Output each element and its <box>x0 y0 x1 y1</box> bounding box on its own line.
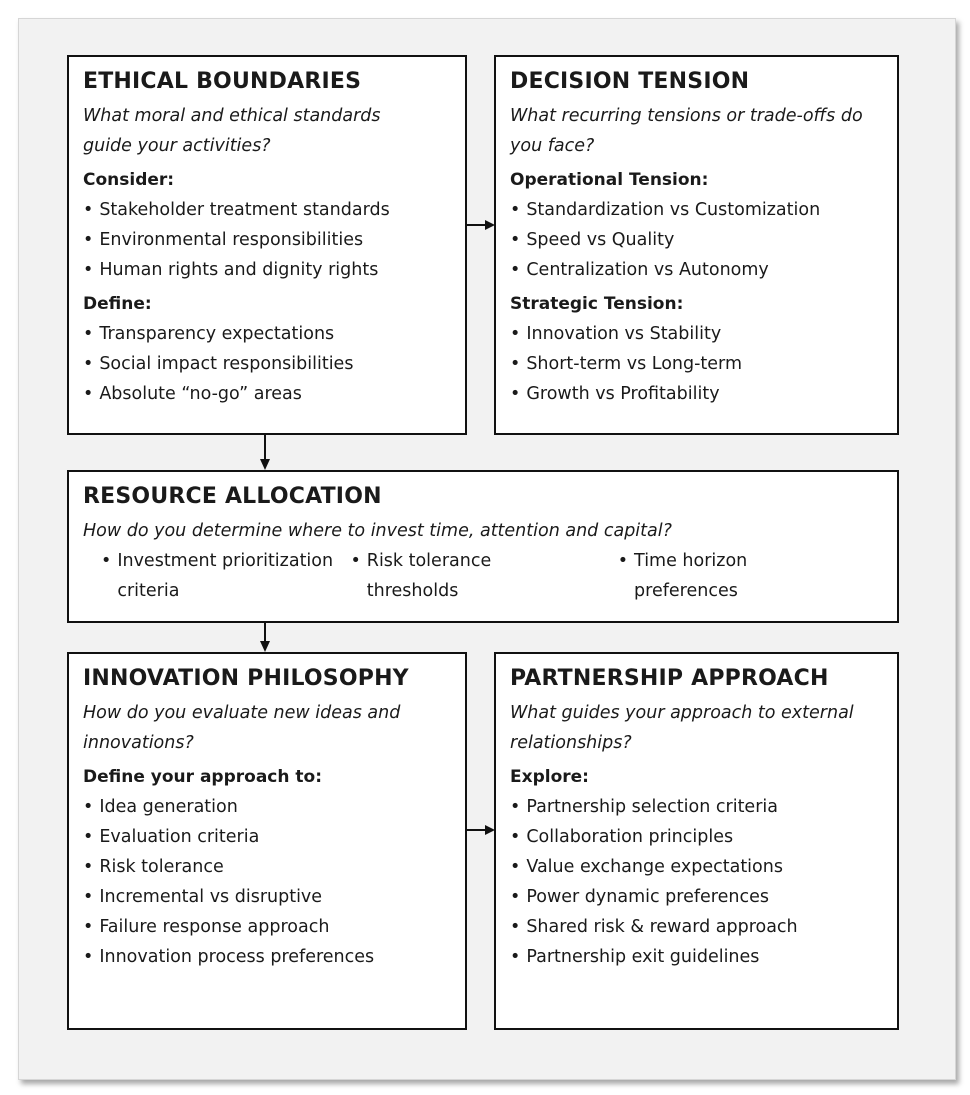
list-item: • Innovation process preferences <box>83 942 453 972</box>
list-item: • Risk tolerance thresholds <box>350 546 617 606</box>
list-item: • Innovation vs Stability <box>510 319 885 349</box>
list-item: • Idea generation <box>83 792 453 822</box>
list-item: • Environmental responsibilities <box>83 225 453 255</box>
bullet-list <box>510 319 885 409</box>
bullet-list <box>510 195 885 285</box>
bullet-list <box>83 195 453 285</box>
arrow-ethical-to-resource <box>257 433 273 471</box>
list-item: • Partnership selection criteria <box>510 792 885 822</box>
ethical-boundaries-box <box>67 55 467 435</box>
list-item: • Short-term vs Long-term <box>510 349 885 379</box>
list-item: • Power dynamic preferences <box>510 882 885 912</box>
bullet-list <box>83 792 453 972</box>
list-item: • Growth vs Profitability <box>510 379 885 409</box>
partnership-approach-box <box>494 652 899 1030</box>
list-item: • Value exchange expectations <box>510 852 885 882</box>
list-item: • Failure response approach <box>83 912 453 942</box>
box-title: ETHICAL BOUNDARIES <box>83 69 362 94</box>
list-item: • Social impact responsibilities <box>83 349 453 379</box>
list-item: • Standardization vs Customization <box>510 195 885 225</box>
list-item: • Shared risk & reward approach <box>510 912 885 942</box>
arrow-resource-to-innovation <box>257 621 273 653</box>
section-heading: Strategic Tension: <box>510 294 684 314</box>
list-item: • Absolute “no-go” areas <box>83 379 453 409</box>
list-item: • Evaluation criteria <box>83 822 453 852</box>
box-question: What guides your approach to external relationships? <box>510 703 854 753</box>
list-item: • Incremental vs disruptive <box>83 882 453 912</box>
section-heading: Consider: <box>83 170 175 190</box>
list-item: • Time horizon preferences <box>618 546 885 606</box>
box-title: PARTNERSHIP APPROACH <box>510 666 829 691</box>
box-title: RESOURCE ALLOCATION <box>83 484 382 509</box>
section-heading: Define your approach to: <box>83 767 323 787</box>
bullet-list <box>510 792 885 972</box>
section-heading: Operational Tension: <box>510 170 709 190</box>
arrow-innovation-to-partnership <box>465 822 497 838</box>
list-item: • Transparency expectations <box>83 319 453 349</box>
section-heading: Define: <box>83 294 152 314</box>
resource-allocation-box <box>67 470 899 623</box>
list-item: • Risk tolerance <box>83 852 453 882</box>
list-item: • Partnership exit guidelines <box>510 942 885 972</box>
list-item: • Centralization vs Autonomy <box>510 255 885 285</box>
box-title: INNOVATION PHILOSOPHY <box>83 666 409 691</box>
box-question: What recurring tensions or trade-offs do you face? <box>510 106 863 156</box>
section-heading: Explore: <box>510 767 589 787</box>
list-item: • Stakeholder treatment standards <box>83 195 453 225</box>
box-title: DECISION TENSION <box>510 69 750 94</box>
decision-tension-box <box>494 55 899 435</box>
box-question: How do you evaluate new ideas and innovations? <box>83 703 401 753</box>
box-question: How do you determine where to invest time, attention and capital? <box>83 521 672 541</box>
innovation-philosophy-box <box>67 652 467 1030</box>
list-item: • Speed vs Quality <box>510 225 885 255</box>
box-question: What moral and ethical standards guide your activities? <box>83 106 381 156</box>
list-item: • Human rights and dignity rights <box>83 255 453 285</box>
bullet-columns <box>83 546 885 606</box>
list-item: • Collaboration principles <box>510 822 885 852</box>
arrow-ethical-to-tension <box>465 217 497 233</box>
list-item: • Investment prioritization criteria <box>101 546 350 606</box>
bullet-list <box>83 319 453 409</box>
